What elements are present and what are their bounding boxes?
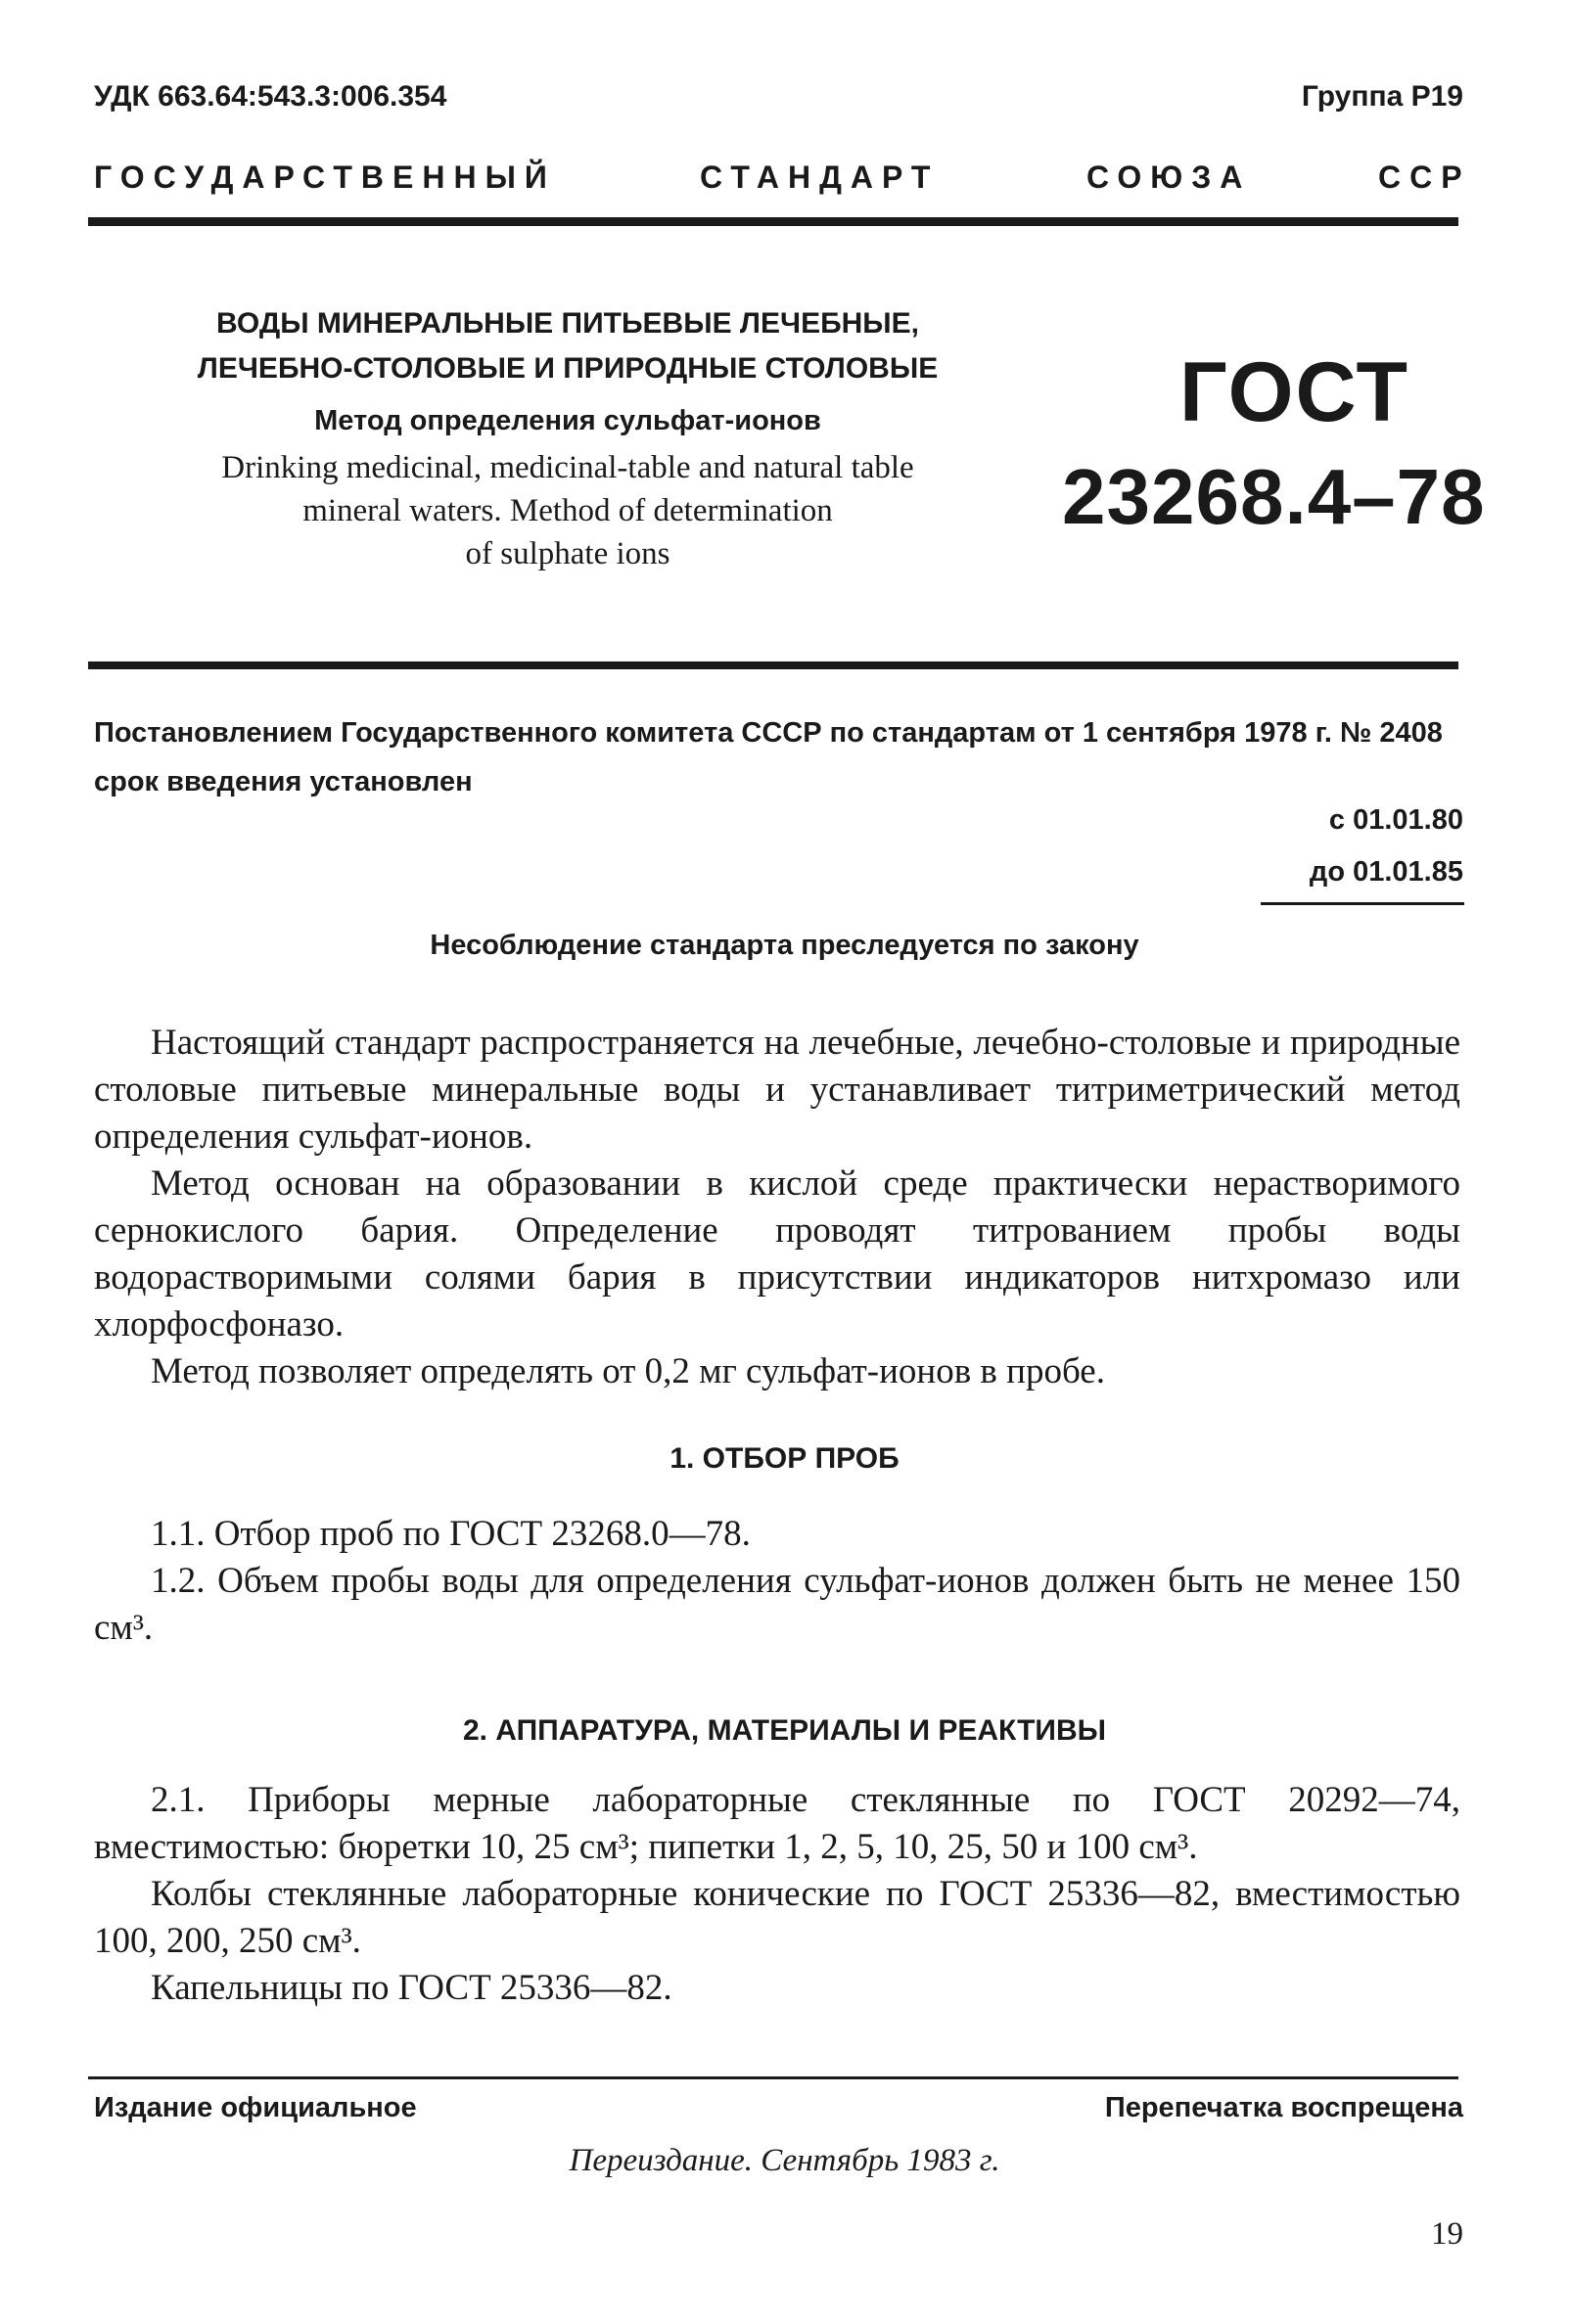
state-word-2: СТАНДАРТ (700, 159, 940, 195)
section-2-body (94, 1777, 1460, 2012)
effective-from: с 01.01.80 (1328, 804, 1463, 836)
title-bottom-rule (88, 661, 1458, 669)
gost-label: ГОСТ (1179, 345, 1410, 439)
date-rule (1261, 902, 1464, 905)
intro-paragraph: Настоящий стандарт распространяется на лечебные, лечебно-столовые и природные столовые питьевые минеральные воды и устанавливает титриметрический метод определения сульфат-ионов. (94, 1023, 1460, 1157)
decree-text: Постановлением Государственного комитета СССР по стандартам от 1 сентября 1978 г. № 2408 срок введения установлен (94, 717, 1443, 797)
state-word-3: СОЮЗА (1086, 159, 1252, 195)
section-2-title: 2. АППАРАТУРА, МАТЕРИАЛЫ И РЕАКТИВЫ (462, 1714, 1107, 1747)
title-ru-line2: ЛЕЧЕБНО-СТОЛОВЫЕ И ПРИРОДНЫЕ СТОЛОВЫЕ (197, 352, 939, 385)
official-edition: Издание официальное (94, 2092, 417, 2123)
gost-number: 23268.4–78 (1062, 453, 1486, 540)
intro-text (94, 1020, 1460, 1395)
effective-to: до 01.01.85 (1309, 856, 1463, 888)
section-1-body (94, 1511, 1460, 1652)
section-item: 1.2. Объем пробы воды для определения сульфат-ионов должен быть не менее 150 см³. (94, 1561, 1460, 1648)
state-word-1: ГОСУДАРСТВЕННЫЙ (94, 159, 556, 195)
intro-paragraph: Метод позволяет определять от 0,2 мг сульфат-ионов в пробе. (151, 1351, 1105, 1391)
intro-paragraph: Метод основан на образовании в кислой среде практически нерастворимого сернокислого бария. Определение проводят титрованием пробы воды водорастворимыми солями бария в присутствии индикаторов нитхромазо или хлорфосфоназо. (94, 1163, 1460, 1344)
section-item: Капельницы по ГОСТ 25336—82. (151, 1968, 672, 2008)
top-rule (88, 217, 1458, 226)
udk-code: УДК 663.64:543.3:006.354 (94, 80, 447, 113)
footer-rule (88, 2076, 1458, 2079)
page-number: 19 (1431, 2216, 1463, 2252)
state-word-4: ССР (1378, 159, 1471, 195)
section-1-title: 1. ОТБОР ПРОБ (669, 1442, 900, 1475)
section-item: 1.1. Отбор проб по ГОСТ 23268.0—78. (151, 1514, 751, 1554)
title-en-line1: Drinking medicinal, medicinal-table and natural table (221, 450, 914, 485)
group-code: Группа Р19 (1301, 80, 1463, 113)
reissue-note: Переиздание. Сентябрь 1983 г. (569, 2143, 1000, 2178)
title-en-line2: mineral waters. Method of determination (302, 493, 833, 528)
reprint-notice: Перепечатка воспрещена (1104, 2092, 1463, 2123)
title-ru-line1: ВОДЫ МИНЕРАЛЬНЫЕ ПИТЬЕВЫЕ ЛЕЧЕБНЫЕ, (215, 307, 920, 340)
title-block (117, 301, 1018, 575)
section-item: 2.1. Приборы мерные лабораторные стеклянные по ГОСТ 20292—74, вместимостью: бюретки 10, 25 см³; пипетки 1, 2, 5, 10, 25, 50 и 100 см³. (94, 1780, 1460, 1867)
law-warning: Несоблюдение стандарта преследуется по закону (430, 930, 1139, 961)
method-title-ru: Метод определения сульфат-ионов (314, 405, 821, 436)
section-item: Колбы стеклянные лабораторные конические по ГОСТ 25336—82, вместимостью 100, 200, 250 см³. (94, 1874, 1460, 1961)
title-en-line3: of sulphate ions (465, 536, 670, 571)
